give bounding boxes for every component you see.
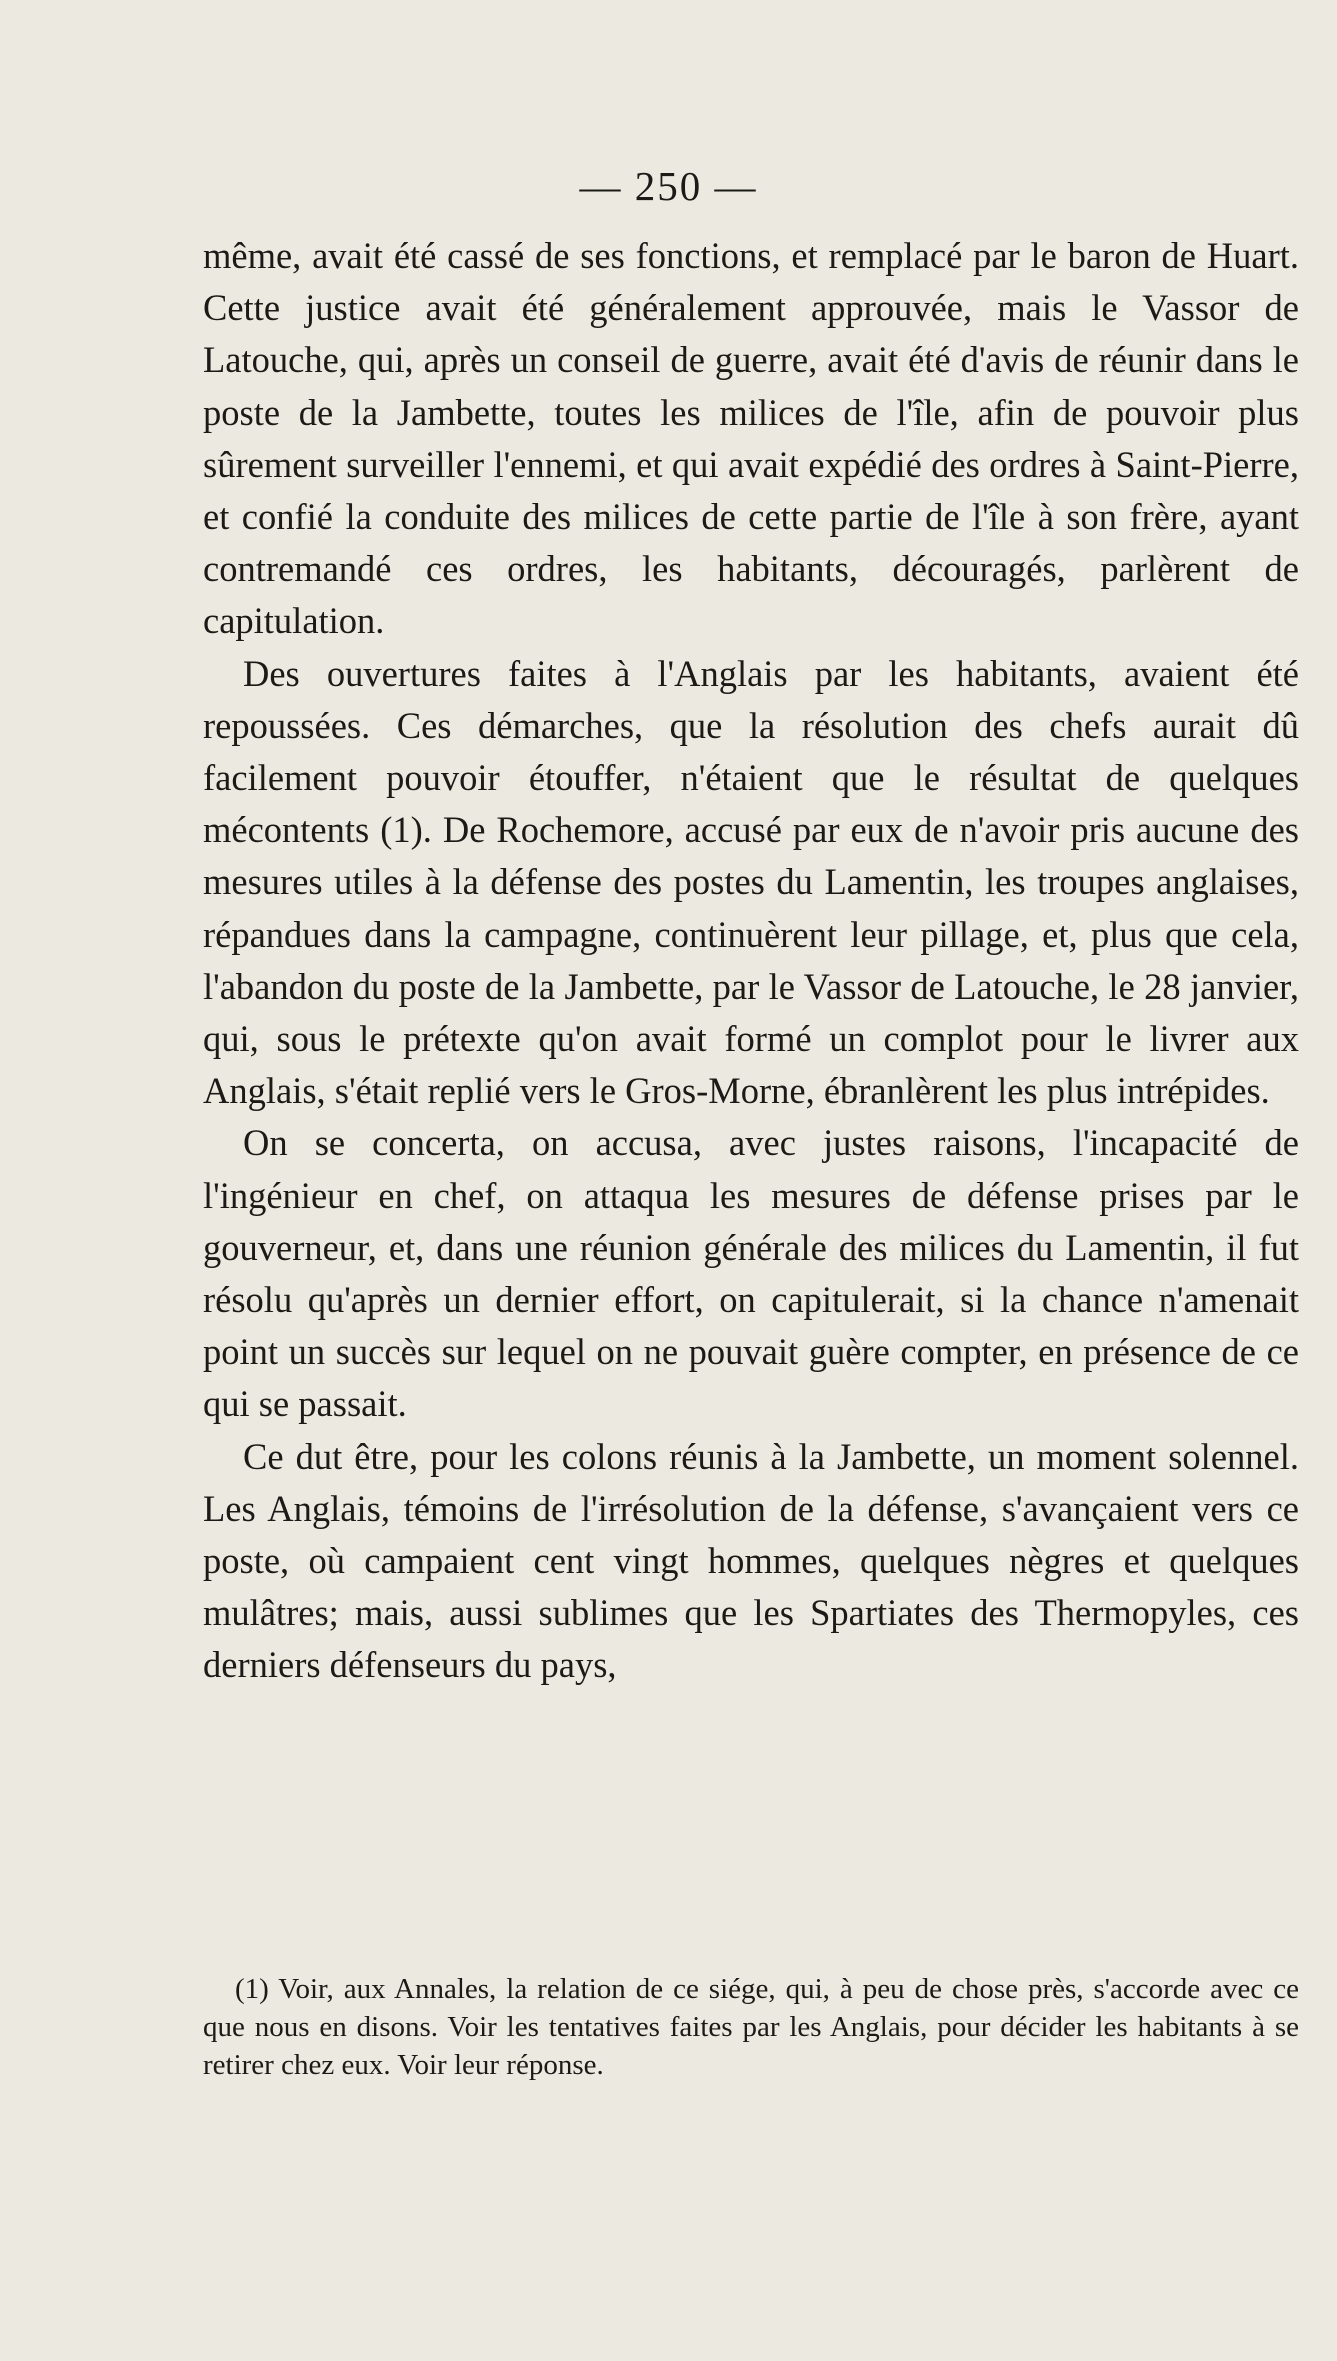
footnote: (1) Voir, aux Annales, la relation de ce siége, qui, à peu de chose près, s'accorde avec ce que nous en disons. Voir les tentatives faites par les Anglais, pour décider les habitants à se retirer chez eux. Voir leur réponse. [203,1973,1299,2081]
paragraph: Ce dut être, pour les colons réunis à la Jambette, un moment solennel. Les Anglais, témoins de l'irrésolution de la défense, s'avançaient vers ce poste, où campaient cent vingt hommes, quelques nègres et quelques mulâtres; mais, aussi sublimes que les Spartiates des Thermopyles, ces derniers défenseurs du pays, [203,1435,1299,1686]
paragraph: même, avait été cassé de ses fonctions, et remplacé par le baron de Huart. Cette justice avait été généralement approuvée, mais le Vassor de Latouche, qui, après un conseil de guerre, avait été d'avis de réunir dans le poste de la Jambette, toutes les milices de l'île, afin de pouvoir plus sûrement surveiller l'ennemi, et qui avait expédié des ordres à Saint-Pierre, et confié la conduite des milices de cette partie de l'île à son frère, ayant contremandé ces ordres, les habitants, découragés, parlèrent de capitulation. [203,235,1299,642]
page-number: — 250 — [579,163,758,209]
paragraph: On se concerta, on accusa, avec justes raisons, l'incapacité de l'ingénieur en chef, on attaqua les mesures de défense prises par le gouverneur, et, dans une réunion générale des milices du Lamentin, il fut résolu qu'après un dernier effort, on capitulerait, si la chance n'amenait point un succès sur lequel on ne pouvait guère compter, en présence de ce qui se passait. [203,1122,1299,1425]
paragraph: Des ouvertures faites à l'Anglais par les habitants, avaient été repoussées. Ces démarches, que la résolution des chefs aurait dû facilement pouvoir étouffer, n'étaient que le résultat de quelques mécontents (1). De Rochemore, accusé par eux de n'avoir pris aucune des mesures utiles à la défense des postes du Lamentin, les troupes anglaises, répandues dans la campagne, continuèrent leur pillage, et, plus que cela, l'abandon du poste de la Jambette, par le Vassor de Latouche, le 28 janvier, qui, sous le prétexte qu'on avait formé un complot pour le livrer aux Anglais, s'était replié vers le Gros-Morne, ébranlèrent les plus intrépides. [203,652,1299,1112]
body-text [203,230,1299,1692]
